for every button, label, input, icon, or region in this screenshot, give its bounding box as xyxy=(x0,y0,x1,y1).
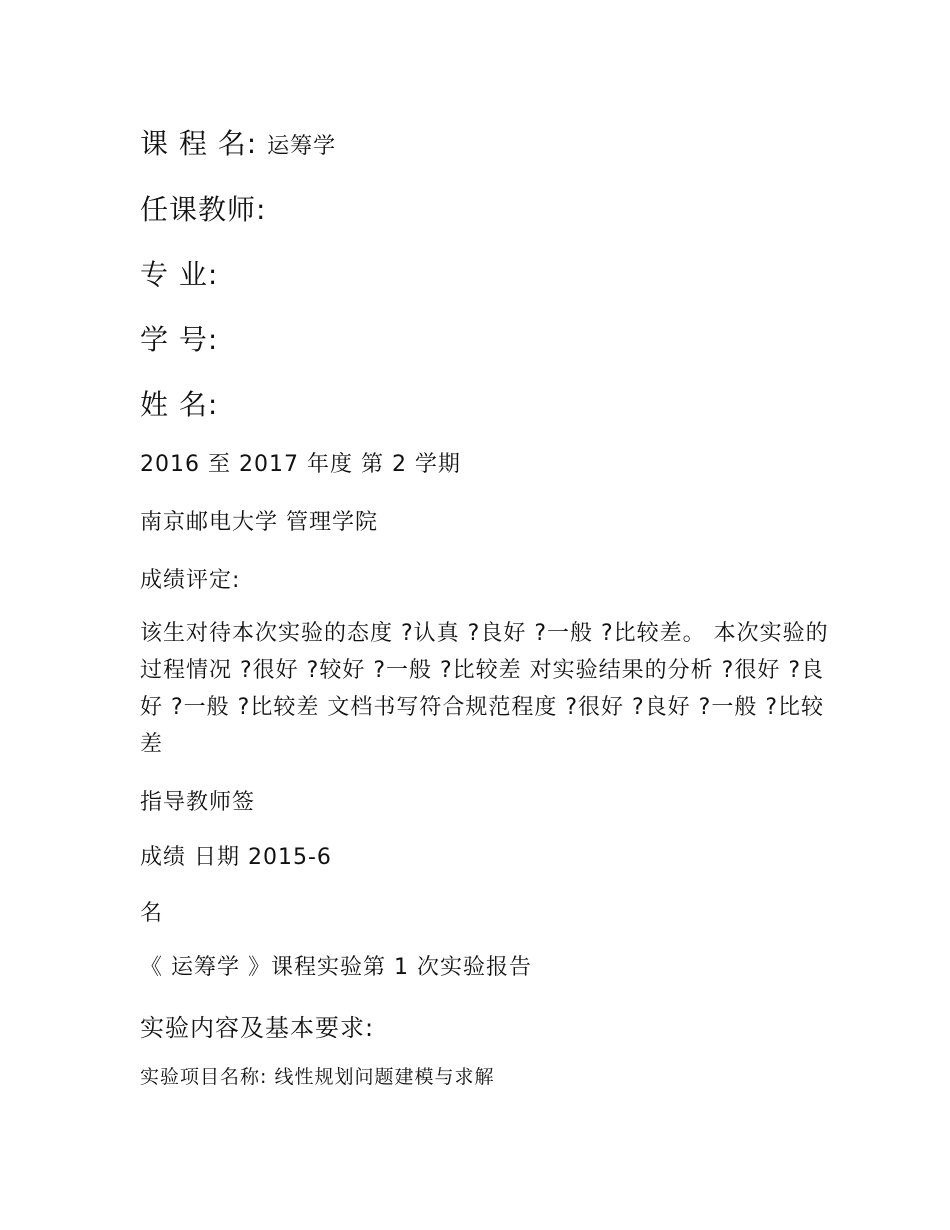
evaluation-label: 成绩评定: xyxy=(140,568,241,593)
grade-date-line: 成绩 日期 2015-6 xyxy=(140,845,332,870)
student-name-label: 姓 名: xyxy=(140,388,219,421)
term-text: 2016 至 2017 年度 第 2 学期 xyxy=(140,452,461,477)
signature-suffix: 名 xyxy=(140,901,164,926)
course-name-value: 运筹学 xyxy=(267,134,337,159)
teacher-label: 任课教师: xyxy=(140,193,267,226)
school-text: 南京邮电大学 管理学院 xyxy=(140,510,378,535)
evaluation-paragraph: 该生对待本次实验的态度 ?认真 ?良好 ?一般 ?比较差。 本次实验的过程情况 ?很好 ?较好 ?一般 ?比较差 对实验结果的分析 ?很好 ?良好 ?一般 ?比较差 文档书写符合规范程度 ?很好 ?良好 ?一般 ?比较差 xyxy=(140,621,829,757)
course-name-label: 课 程 名: xyxy=(140,127,258,160)
course-name-line xyxy=(140,122,336,162)
student-id-label: 学 号: xyxy=(140,323,219,356)
project-name: 实验项目名称: 线性规划问题建模与求解 xyxy=(140,1066,495,1088)
content-heading: 实验内容及基本要求: xyxy=(140,1014,375,1042)
signature-label: 指导教师签 xyxy=(140,790,256,815)
report-title: 《 运筹学 》课程实验第 1 次实验报告 xyxy=(140,955,532,980)
major-label: 专 业: xyxy=(140,258,219,291)
